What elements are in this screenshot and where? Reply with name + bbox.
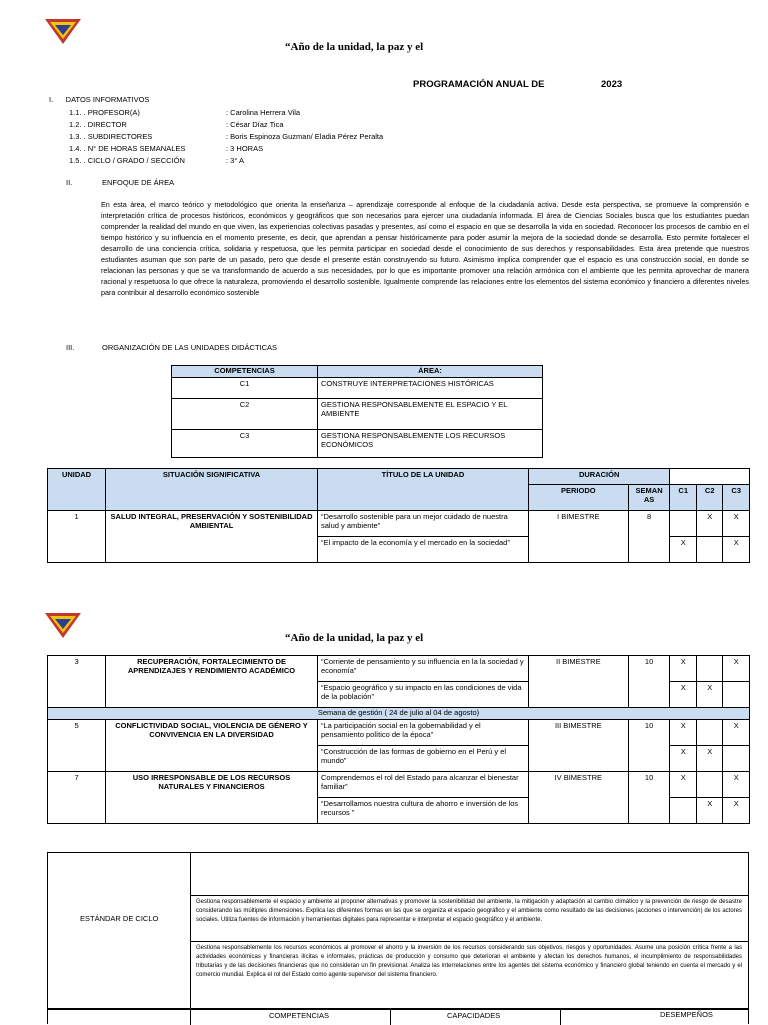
- info-label: 1.3. . SUBDIRECTORES: [69, 131, 153, 141]
- units-table-page2: [47, 655, 750, 824]
- competencia-code: C3: [172, 430, 318, 458]
- school-logo-icon: [44, 611, 82, 639]
- unit-situacion: RECUPERACIÓN, FORTALECIMIENTO DE APRENDIZAJES Y RENDIMIENTO ACADÉMICO: [106, 656, 318, 708]
- bottom-capacidades-header: CAPACIDADES: [447, 1011, 501, 1020]
- estandar-label: ESTÁNDAR DE CICLO: [80, 914, 159, 923]
- c3-header: C3: [723, 485, 750, 511]
- unit-c1: [670, 798, 696, 824]
- section-organizacion-title: ORGANIZACIÓN DE LAS UNIDADES DIDÁCTICAS: [102, 343, 278, 352]
- unit-number: 3: [48, 656, 106, 708]
- competencia-name: GESTIONA RESPONSABLEMENTE EL ESPACIO Y EL AMBIENTE: [318, 399, 543, 430]
- estandar-rule: [191, 895, 748, 896]
- periodo-header: PERIODO: [528, 485, 628, 511]
- competencia-row: [172, 430, 543, 458]
- unit-row: [48, 511, 750, 537]
- unit-row: [48, 772, 750, 798]
- unit-c2: X: [696, 746, 722, 772]
- bottom-header-row: [47, 1008, 749, 1024]
- info-row: [69, 154, 383, 166]
- gestion-week-banner: Semana de gestión ( 24 de julio al 04 de agosto): [48, 708, 750, 720]
- info-value: : 3 HORAS: [226, 143, 264, 153]
- unit-titulo: “Espacio geográfico y su impacto en las condiciones de vida de la población”: [317, 682, 528, 708]
- unit-c3: X: [723, 798, 750, 824]
- info-table: [69, 106, 383, 166]
- competencias-header: COMPETENCIAS: [172, 366, 318, 378]
- unit-semanas: 8: [628, 511, 670, 563]
- unit-periodo: II BIMESTRE: [528, 656, 628, 708]
- info-label: 1.4. . N° DE HORAS SEMANALES: [69, 143, 186, 153]
- unit-situacion: SALUD INTEGRAL, PRESERVACIÓN Y SOSTENIBILIDAD AMBIENTAL: [106, 511, 318, 563]
- enfoque-paragraph: En esta área, el marco teórico y metodológico que orienta la enseñanza – aprendizaje corresponde al enfoque de la ciudadanía activa. Desde esta perspectiva, se promueve la comprensión e interpretación crítica de procesos históricos, económicos y geográficos que son necesarios para ejercer una ciudadanía informada. El área de Ciencias Sociales busca que los estudiantes puedan comprender la realidad del mundo en que viven, las experiencias colectivas pasadas y presentes, así como el espacio en que se desarrolla la vida en sociedad. Reconocer los procesos de cambio en el tiempo histórico y su influencia en el momento presente, es decir, que aprendan a pensar históricamente para poder asumir la mejora de la sociedad donde se desarrolla. Esto permite fortalecer el desarrollo de una conciencia crítica, solidaria y respetuosa, que les permita participar en sociedad desde el conocimiento de sus derechos y responsabilidades. Esta área pretende que nuestros estudiantes asuman que son parte de un pasado, pero que desde el presente están construyendo su futuro. Asimismo implica comprender que el espacio es una construcción social, en donde se relacionan las personas y que se va transformando de acuerdo a sus necesidades, por lo que es importante promover una relación armónica con el ambiente que les permita aprovechar de manera racional y respetuosa lo que ofrece la naturaleza, promoviendo el desarrollo sostenible. Igualmente comprende las relaciones entre los elementos del sistema económico y financiero a diferentes niveles para contribuir al desarrollo económico sostenible: [101, 200, 749, 297]
- unit-c1: X: [670, 772, 696, 798]
- unit-row: [48, 720, 750, 746]
- unit-c1: X: [670, 720, 696, 746]
- info-value: : Carolina Herrera Vila: [226, 107, 301, 117]
- competencia-code: C1: [172, 378, 318, 399]
- unit-c3: X: [723, 511, 750, 537]
- unit-c3: X: [723, 772, 750, 798]
- unit-c1: X: [670, 746, 696, 772]
- unit-c3: X: [723, 720, 750, 746]
- c1-header: C1: [670, 485, 696, 511]
- units-table-page1: [47, 468, 750, 563]
- unit-situacion: CONFLICTIVIDAD SOCIAL, VIOLENCIA DE GÉNERO Y CONVIVENCIA EN LA DIVERSIDAD: [106, 720, 318, 772]
- unit-titulo: “Desarrollo sostenible para un mejor cuidado de nuestra salud y ambiente”: [317, 511, 528, 537]
- school-logo-icon: [44, 17, 82, 45]
- unit-number: 5: [48, 720, 106, 772]
- unit-titulo: Comprendemos el rol del Estado para alcanzar el bienestar familiar”: [317, 772, 528, 798]
- info-value: : César Díaz Tica: [226, 119, 284, 129]
- estandar-text: Gestiona responsablemente el espacio y ambiente al proponer alternativas y promover la sostenibilidad del ambiente, la mitigación y adaptación al cambio climático y la prevención de riesgo de desastre considerando las múltiples dimensiones. Explica las diferentes formas en las que se organiza el espacio geográfico y el ambiente como resultado de las decisiones (acciones o intervención) de los actores sociales. Utiliza fuentes de información y herramientas digitales para representar e interpretar el espacio geográfico y el ambiente.: [196, 899, 742, 923]
- info-row: [69, 106, 383, 118]
- c2-header: C2: [696, 485, 722, 511]
- unit-c1: X: [670, 682, 696, 708]
- unit-c2: X: [696, 511, 722, 537]
- info-label: 1.1. . PROFESOR(A): [69, 107, 140, 117]
- competencia-code: C2: [172, 399, 318, 430]
- section-enfoque-title: ENFOQUE DE ÁREA: [102, 178, 175, 187]
- unit-periodo: III BIMESTRE: [528, 720, 628, 772]
- unit-c2: [696, 656, 722, 682]
- unit-semanas: 10: [628, 772, 670, 824]
- unit-periodo: I BIMESTRE: [528, 511, 628, 563]
- unit-c2: [696, 720, 722, 746]
- unit-titulo: “Corriente de pensamiento y su influencia en la la sociedad y economía”: [317, 656, 528, 682]
- competencias-empty-header: [670, 469, 750, 485]
- info-row: [69, 118, 383, 130]
- unit-titulo: “La participación social en la gobernabilidad y el pensamiento político de la época”: [317, 720, 528, 746]
- section-organizacion-number: III.: [66, 343, 75, 352]
- section-enfoque-number: II.: [66, 178, 73, 187]
- bottom-competencias-header: COMPETENCIAS: [269, 1011, 330, 1020]
- unit-semanas: 10: [628, 720, 670, 772]
- estandar-text: Gestiona responsablemente los recursos económicos al promover el ahorro y la inversión de los recursos considerando sus objetivos, riesgos y oportunidades. Asume una posición crítica frente a las actividades económicas y financieras ilícitas e informales, prácticas de producción y consumo que deterioran el ambiente y afectan los derechos humanos, el incumplimiento de responsabilidades tributarias y de las decisiones financieras que no consideran un fin previsional. Analiza las interrelaciones entre los agentes del sistema económico y financiero global teniendo en cuenta el mercado y el comercio mundial. Explica el rol del Estado como agente supervisor del sistema financiero.: [196, 945, 742, 978]
- info-row: [69, 142, 383, 154]
- unit-c2: X: [696, 798, 722, 824]
- info-value: : Boris Espinoza Guzman/ Eladia Pérez Peralta: [226, 131, 384, 141]
- unit-c3: [723, 746, 750, 772]
- info-row: [69, 130, 383, 142]
- competencia-row: [172, 378, 543, 399]
- competencia-name: GESTIONA RESPONSABLEMENTE LOS RECURSOS ECONÓMICOS: [318, 430, 543, 458]
- unit-semanas: 10: [628, 656, 670, 708]
- unit-titulo: “Construcción de las formas de gobierno en el Perú y el mundo”: [317, 746, 528, 772]
- bottom-divider: [560, 1009, 561, 1025]
- competencia-name: CONSTRUYE INTERPRETACIONES HISTÓRICAS: [318, 378, 543, 399]
- estandar-rule: [191, 941, 748, 942]
- unit-number: 1: [48, 511, 106, 563]
- unit-c2: [696, 537, 722, 563]
- unit-periodo: IV BIMESTRE: [528, 772, 628, 824]
- bottom-divider: [190, 1009, 191, 1025]
- unit-c1: X: [670, 537, 696, 563]
- competencia-row: [172, 399, 543, 430]
- unit-c3: X: [723, 537, 750, 563]
- unit-number: 7: [48, 772, 106, 824]
- unit-titulo: “Desarrollamos nuestra cultura de ahorro e inversión de los recursos ”: [317, 798, 528, 824]
- unit-row: [48, 656, 750, 682]
- situacion-header: SITUACIÓN SIGNIFICATIVA: [106, 469, 318, 511]
- unit-c3: X: [723, 656, 750, 682]
- info-label: 1.2. . DIRECTOR: [69, 119, 127, 129]
- area-header: ÁREA:: [318, 366, 543, 378]
- titulo-header: TÍTULO DE LA UNIDAD: [317, 469, 528, 511]
- program-title: PROGRAMACIÓN ANUAL DE: [413, 79, 545, 90]
- info-value: : 3° A: [226, 155, 245, 165]
- info-label: 1.5. . CICLO / GRADO / SECCIÓN: [69, 155, 185, 165]
- unit-situacion: USO IRRESPONSABLE DE LOS RECURSOS NATURALES Y FINANCIEROS: [106, 772, 318, 824]
- estandar-box: [47, 852, 749, 1010]
- estandar-divider: [190, 853, 191, 1009]
- duracion-header: DURACIÓN: [528, 469, 670, 485]
- unit-titulo: “El impacto de la economía y el mercado en la sociedad”: [317, 537, 528, 563]
- year-motto: “Año de la unidad, la paz y el: [285, 41, 424, 53]
- year-motto: “Año de la unidad, la paz y el: [285, 632, 424, 644]
- unit-c2: X: [696, 682, 722, 708]
- competencias-table: [171, 365, 543, 458]
- semanas-header: SEMAN AS: [628, 485, 670, 511]
- unit-c1: [670, 511, 696, 537]
- section-datos-title: I. DATOS INFORMATIVOS: [49, 95, 150, 104]
- bottom-divider: [390, 1009, 391, 1025]
- unit-c3: [723, 682, 750, 708]
- program-year: 2023: [601, 79, 623, 90]
- unit-c2: [696, 772, 722, 798]
- unidad-header: UNIDAD: [48, 469, 106, 511]
- unit-c1: X: [670, 656, 696, 682]
- bottom-desempenos-header: DESEMPEÑOS: [660, 1010, 713, 1019]
